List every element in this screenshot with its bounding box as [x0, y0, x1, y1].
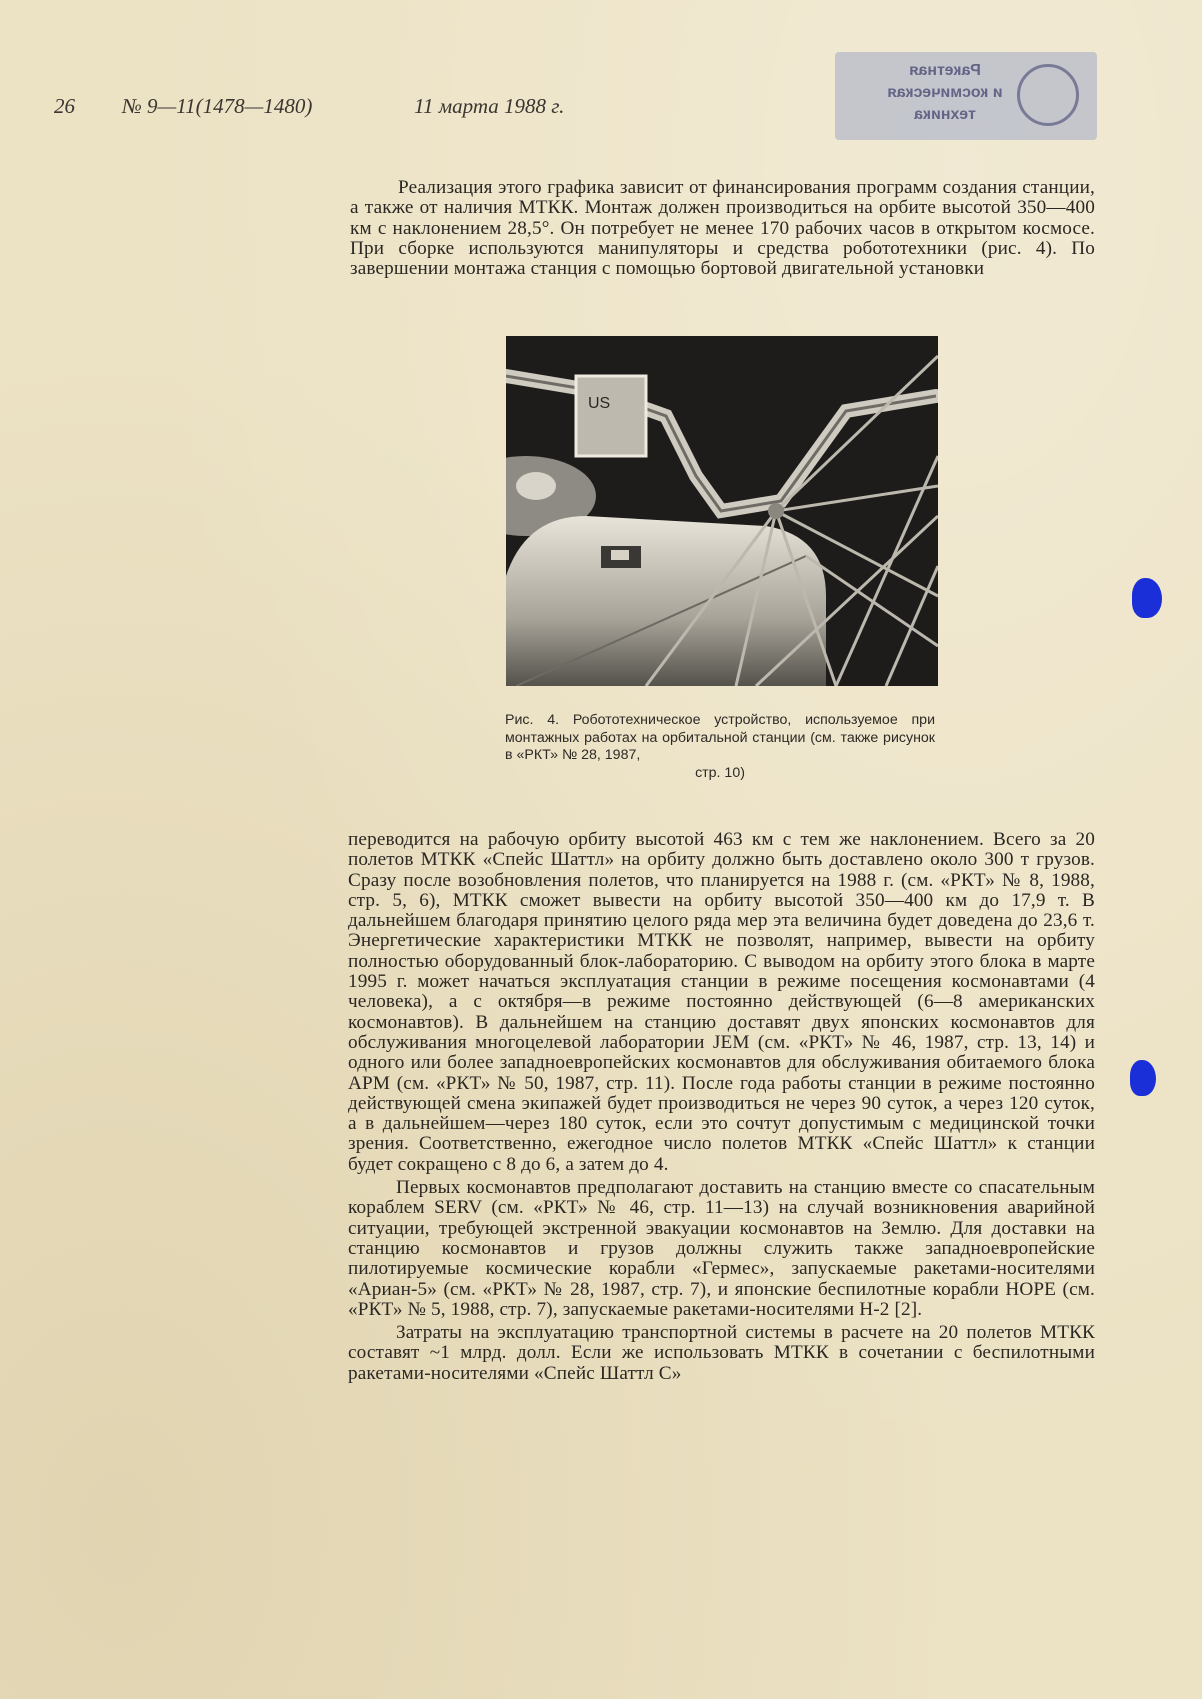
stamp-line: техника: [914, 106, 976, 123]
page-number: 26: [54, 94, 75, 118]
stamp-logo-icon: [1017, 64, 1079, 126]
ink-mark: [1130, 1060, 1156, 1096]
library-stamp: [835, 52, 1097, 140]
figure-robot-photo: [506, 336, 938, 686]
article-text-top: [350, 178, 1095, 279]
issue-number: № 9—11(1478—1480): [122, 94, 313, 118]
stamp-line: Ракетная: [909, 62, 981, 79]
svg-text:US: US: [588, 395, 611, 412]
caption-text-end: стр. 10): [695, 764, 745, 781]
ink-mark: [1132, 578, 1162, 618]
article-text-main: [348, 830, 1095, 1384]
robot-illustration: [506, 336, 938, 686]
caption-text: Рис. 4. Робототехническое устройство, используемое при монтажных работах на орбитальной станции (см. также рисунок в «РКТ» № 28, 1987,: [505, 712, 935, 763]
paragraph: переводится на рабочую орбиту высотой 463 км с тем же наклонением. Всего за 20 полетов МТКК «Спейс Шаттл» на орбиту должно быть доставлено около 300 т грузов. Сразу после возобновления полетов, что планируется на 1988 г. (см. «РКТ» № 8, 1988, стр. 5, 6), МТКК сможет вывести на орбиту высотой 350—400 км до 17,9 т. В дальнейшем благодаря принятию целого ряда мер эта величина будет доведена до 23,6 т. Энергетические характеристики МТКК не позволят, например, вывести на орбиту полностью оборудованный блок-лабораторию. С выводом на орбиту этого блока в марте 1995 г. может начаться эксплуатация станции в режиме посещения космонавтами (4 человека), а с октября—в режиме постоянно действующей (6—8 американских космонавтов). В дальнейшем на станцию доставят двух японских космонавтов для обслуживания многоцелевой лаборатории JEM (см. «РКТ» № 46, 1987, стр. 13, 14) и одного или более западноевропейских космонавтов для обслуживания обитаемого блока APM (см. «РКТ» № 50, 1987, стр. 11). После года работы станции в режиме постоянно действующей смена экипажей будет производиться не через 90 суток, а через 120 суток, а в дальнейшем—через 180 суток, если это сочтут допустимым с медицинской точки зрения. Соответственно, ежегодное число полетов МТКК «Спейс Шаттл» к станции будет сокращено с 8 до 6, а затем до 4.: [348, 829, 1095, 1175]
figure-caption: [505, 712, 935, 782]
stamp-text: [865, 60, 1025, 126]
stamp-line: и космическая: [887, 84, 1003, 101]
issue-date: 11 марта 1988 г.: [414, 94, 565, 118]
paragraph: Затраты на эксплуатацию транспортной системы в расчете на 20 полетов МТКК составят ~1 млрд. долл. Если же использовать МТКК в сочетании с беспилотными ракетами-носителями «Спейс Шаттл С»: [348, 1322, 1095, 1384]
page-header: [54, 94, 614, 124]
paragraph: Первых космонавтов предполагают доставить на станцию вместе со спасательным кораблем SERV (см. «РКТ» № 46, стр. 11—13) на случай возникновения аварийной ситуации, требующей экстренной эвакуации космонавтов на Землю. Для доставки на станцию космонавтов и грузов должны служить также западноевропейские пилотируемые космические корабли «Гермес», запускаемые ракетами-носителями «Ариан-5» (см. «РКТ» № 28, 1987, стр. 7), и японские беспилотные корабли HOPE (см. «РКТ» № 5, 1988, стр. 7), запускаемые ракетами-носителями H-2 [2].: [348, 1177, 1095, 1320]
paragraph: Реализация этого графика зависит от финансирования программ создания станции, а также от наличия МТКК. Монтаж должен производиться на орбите высотой 350—400 км с наклонением 28,5°. Он потребует не менее 170 рабочих часов в открытом космосе. При сборке используются манипуляторы и средства робототехники (рис. 4). По завершении монтажа станция с помощью бортовой двигательной установки: [350, 177, 1095, 280]
